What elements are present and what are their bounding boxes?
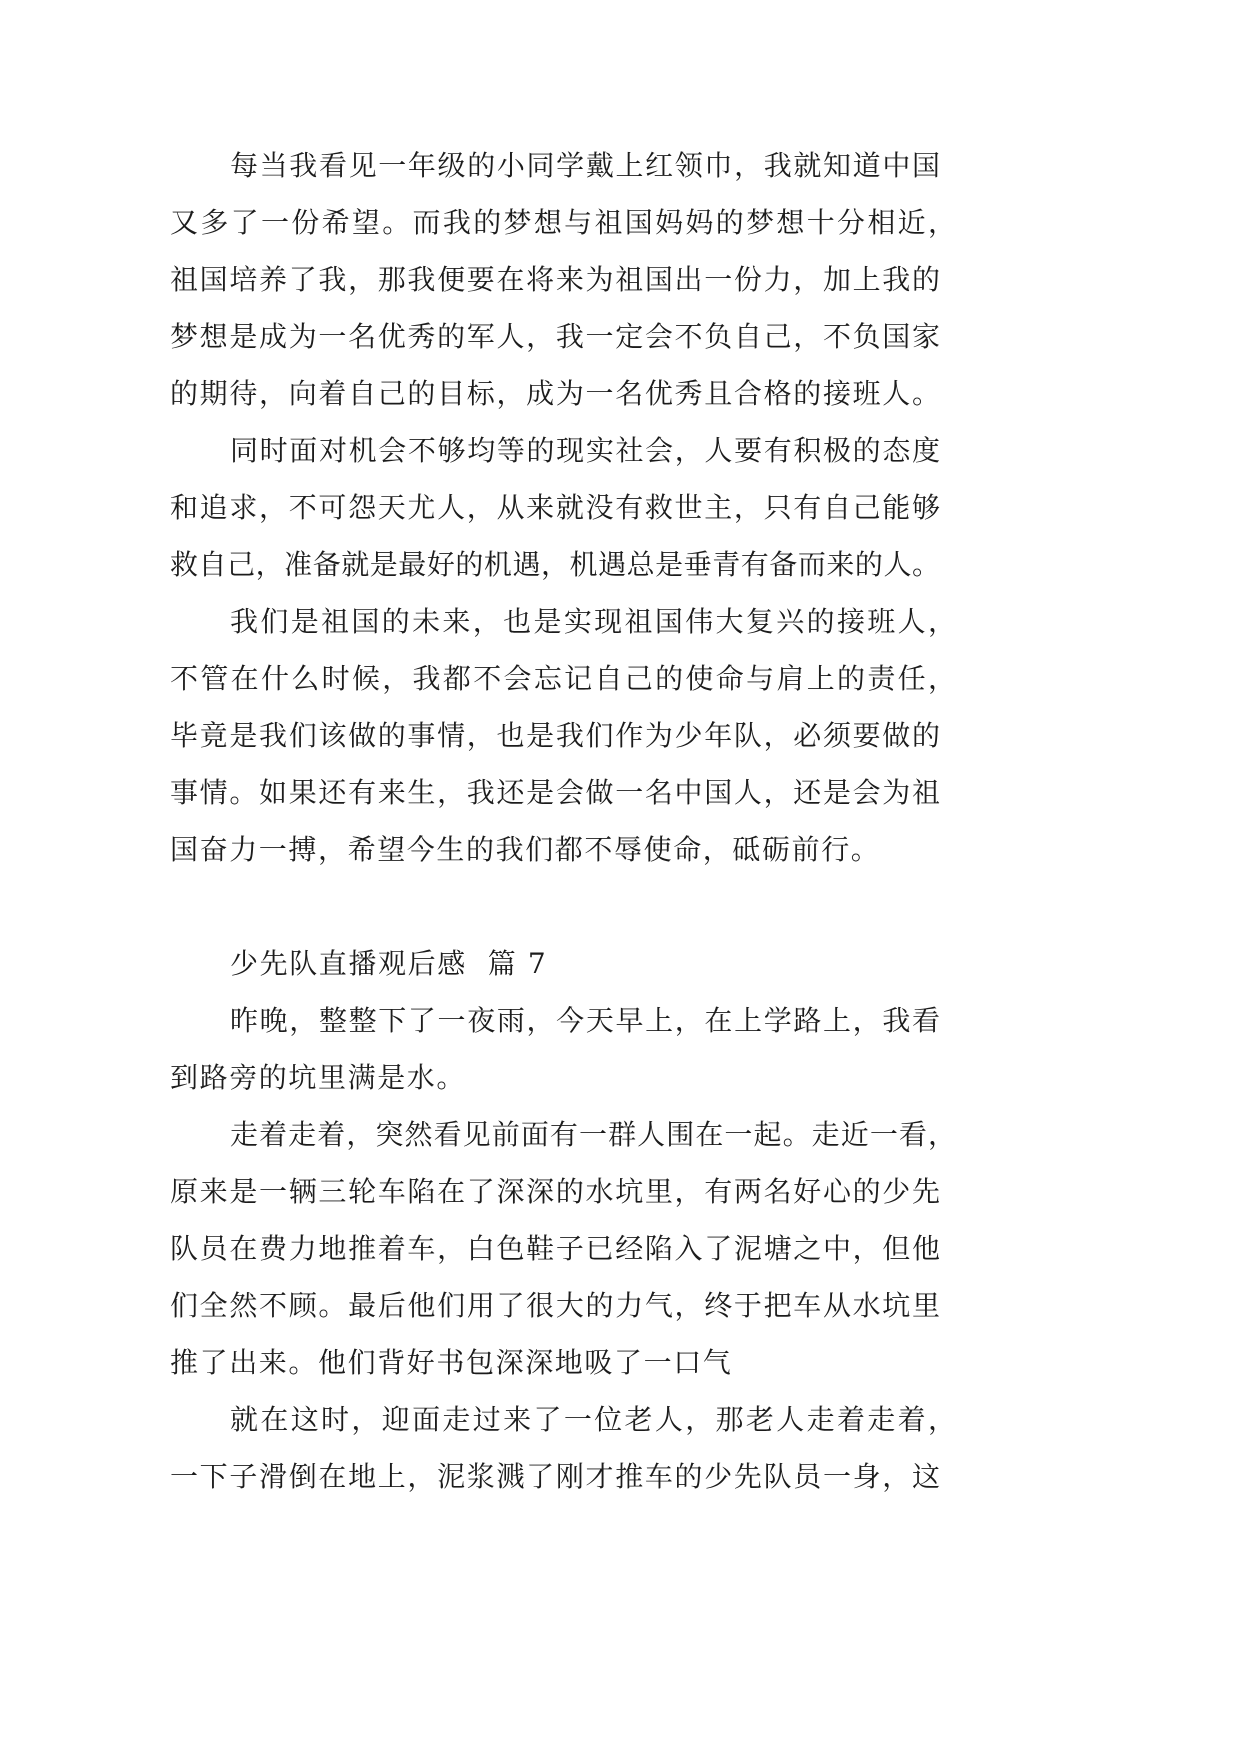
text-line: 又多了一份希望。而我的梦想与祖国妈妈的梦想十分相近， bbox=[170, 206, 956, 239]
text-line: 祖国培养了我，那我便要在将来为祖国出一份力，加上我的 bbox=[170, 263, 940, 296]
text-line: 毕竟是我们该做的事情，也是我们作为少年队，必须要做的 bbox=[170, 719, 940, 752]
text-line: 救自己，准备就是最好的机遇，机遇总是垂青有备而来的人。 bbox=[170, 548, 940, 581]
paragraph bbox=[170, 422, 970, 593]
text-line: 原来是一辆三轮车陷在了深深的水坑里，有两名好心的少先 bbox=[170, 1175, 940, 1208]
text-line: 推了出来。他们背好书包深深地吸了一口气 bbox=[170, 1346, 733, 1379]
paragraph bbox=[170, 137, 970, 422]
text-line: 到路旁的坑里满是水。 bbox=[170, 1061, 467, 1094]
text-line: 事情。如果还有来生，我还是会做一名中国人，还是会为祖 bbox=[170, 776, 940, 809]
text-line: 队员在费力地推着车，白色鞋子已经陷入了泥塘之中，但他 bbox=[170, 1232, 940, 1265]
paragraph bbox=[170, 1391, 970, 1505]
text-line: 梦想是成为一名优秀的军人，我一定会不负自己，不负国家 bbox=[170, 320, 940, 353]
text-line: 每当我看见一年级的小同学戴上红领巾，我就知道中国 bbox=[230, 149, 940, 182]
section-heading: 少先队直播观后感 篇 7 bbox=[230, 947, 548, 980]
text-line: 一下子滑倒在地上，泥浆溅了刚才推车的少先队员一身，这 bbox=[170, 1460, 940, 1493]
text-line: 就在这时，迎面走过来了一位老人，那老人走着走着， bbox=[230, 1403, 956, 1436]
text-line: 们全然不顾。最后他们用了很大的力气，终于把车从水坑里 bbox=[170, 1289, 940, 1322]
paragraph bbox=[170, 992, 970, 1106]
paragraph bbox=[170, 1106, 970, 1391]
text-line: 不管在什么时候，我都不会忘记自己的使命与肩上的责任， bbox=[170, 662, 956, 695]
text-line: 的期待，向着自己的目标，成为一名优秀且合格的接班人。 bbox=[170, 377, 940, 410]
text-line: 同时面对机会不够均等的现实社会，人要有积极的态度 bbox=[230, 434, 940, 467]
text-line: 我们是祖国的未来，也是实现祖国伟大复兴的接班人， bbox=[230, 605, 956, 638]
text-line: 和追求，不可怨天尤人，从来就没有救世主，只有自己能够 bbox=[170, 491, 940, 524]
text-line: 昨晚，整整下了一夜雨，今天早上，在上学路上，我看 bbox=[230, 1004, 940, 1037]
text-line: 走着走着，突然看见前面有一群人围在一起。走近一看， bbox=[230, 1118, 956, 1151]
document-body bbox=[170, 137, 970, 1505]
text-line: 国奋力一搏，希望今生的我们都不辱使命，砥砺前行。 bbox=[170, 833, 881, 866]
paragraph bbox=[170, 593, 970, 878]
blank-line bbox=[170, 878, 970, 935]
